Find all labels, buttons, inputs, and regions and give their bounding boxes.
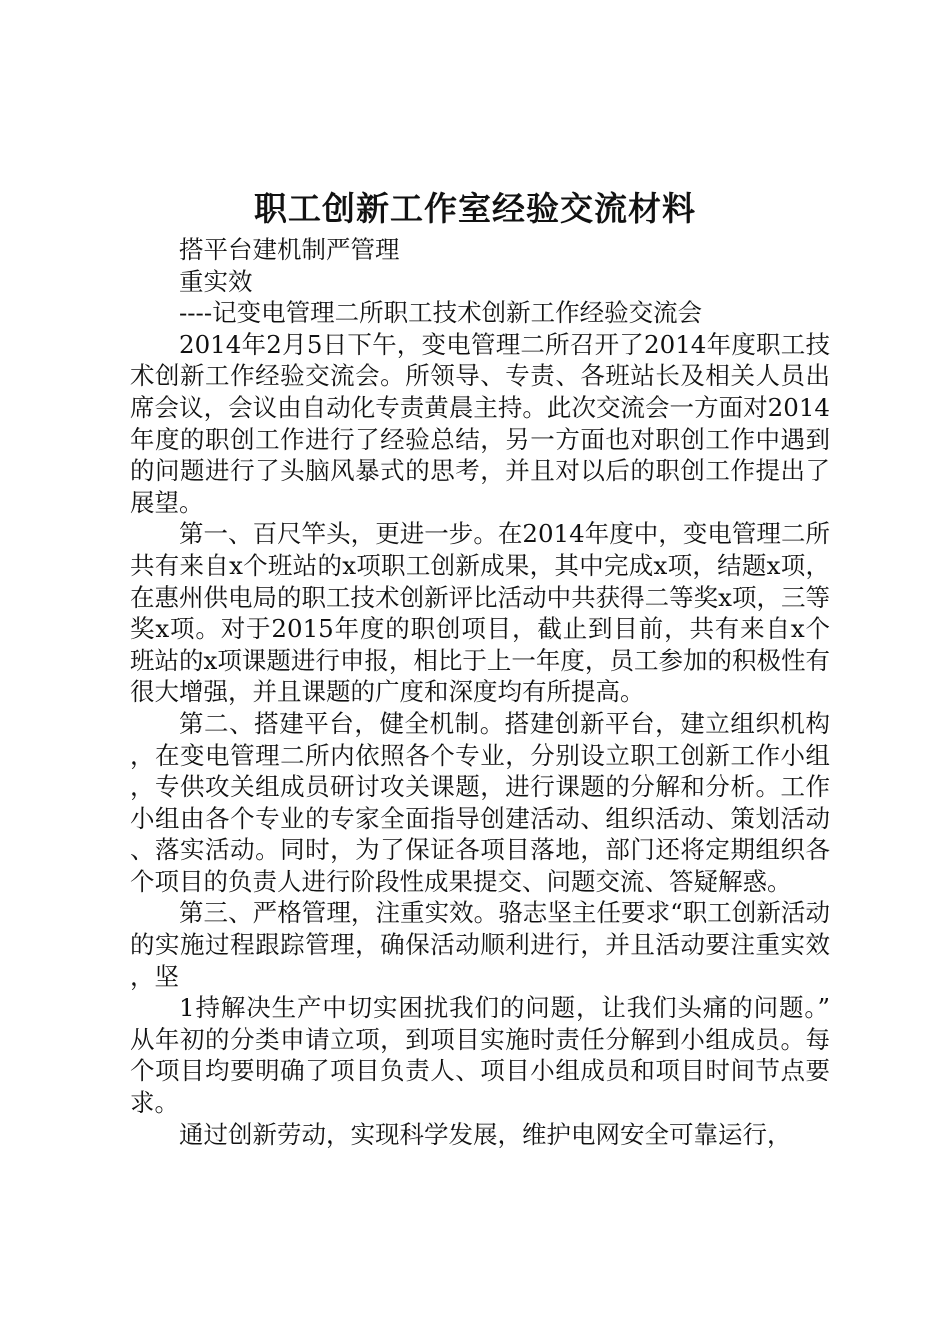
paragraph-continuation: 1持解决生产中切实困扰我们的问题，让我们头痛的问题。”从年初的分类申请立项，到项目实施时责任分解到小组成员。每个项目均要明确了项目负责人、项目小组成员和项目时间节点要求。 bbox=[130, 993, 830, 1118]
subtitle-line-2: 重实效 bbox=[179, 266, 253, 296]
paragraph-intro: 2014年2月5日下午，变电管理二所召开了2014年度职工技术创新工作经验交流会。所领导、专责、各班站长及相关人员出席会议，会议由自动化专责黄晨主持。此次交流会一方面对2014年度的职创工作进行了经验总结，另一方面也对职创工作中遇到的问题进行了头脑风暴式的思考，并且对以后的职创工作提出了展望。 bbox=[130, 329, 830, 517]
subtitle-line-3: ----记变电管理二所职工技术创新工作经验交流会 bbox=[179, 298, 703, 328]
paragraph-third-point: 第三、严格管理，注重实效。骆志坚主任要求“职工创新活动的实施过程跟踪管理，确保活动顺利进行，并且活动要注重实效，坚 bbox=[130, 898, 830, 991]
paragraph-second-point: 第二、搭建平台，健全机制。搭建创新平台，建立组织机构，在变电管理二所内依照各个专业，分别设立职工创新工作小组，专供攻关组成员研讨攻关课题，进行课题的分解和分析。工作小组由各个专业的专家全面指导创建活动、组织活动、策划活动、落实活动。同时，为了保证各项目落地，部门还将定期组织各个项目的负责人进行阶段性成果提交、问题交流、答疑解惑。 bbox=[130, 708, 830, 896]
subtitle-line-1: 搭平台建机制严管理 bbox=[179, 235, 400, 264]
document-title: 职工创新工作室经验交流材料 bbox=[254, 189, 696, 228]
paragraph-first-point: 第一、百尺竿头，更进一步。在2014年度中，变电管理二所共有来自x个班站的x项职工创新成果，其中完成x项，结题x项，在惠州供电局的职工技术创新评比活动中共获得二等奖x项，三等奖x项。对于2015年度的职创项目，截止到目前，共有来自x个班站的x项课题进行申报，相比于上一年度，员工参加的积极性有很大增强，并且课题的广度和深度均有所提高。 bbox=[130, 519, 830, 707]
paragraph-closing: 通过创新劳动，实现科学发展，维护电网安全可靠运行， bbox=[179, 1119, 792, 1149]
document-body bbox=[130, 234, 830, 1150]
